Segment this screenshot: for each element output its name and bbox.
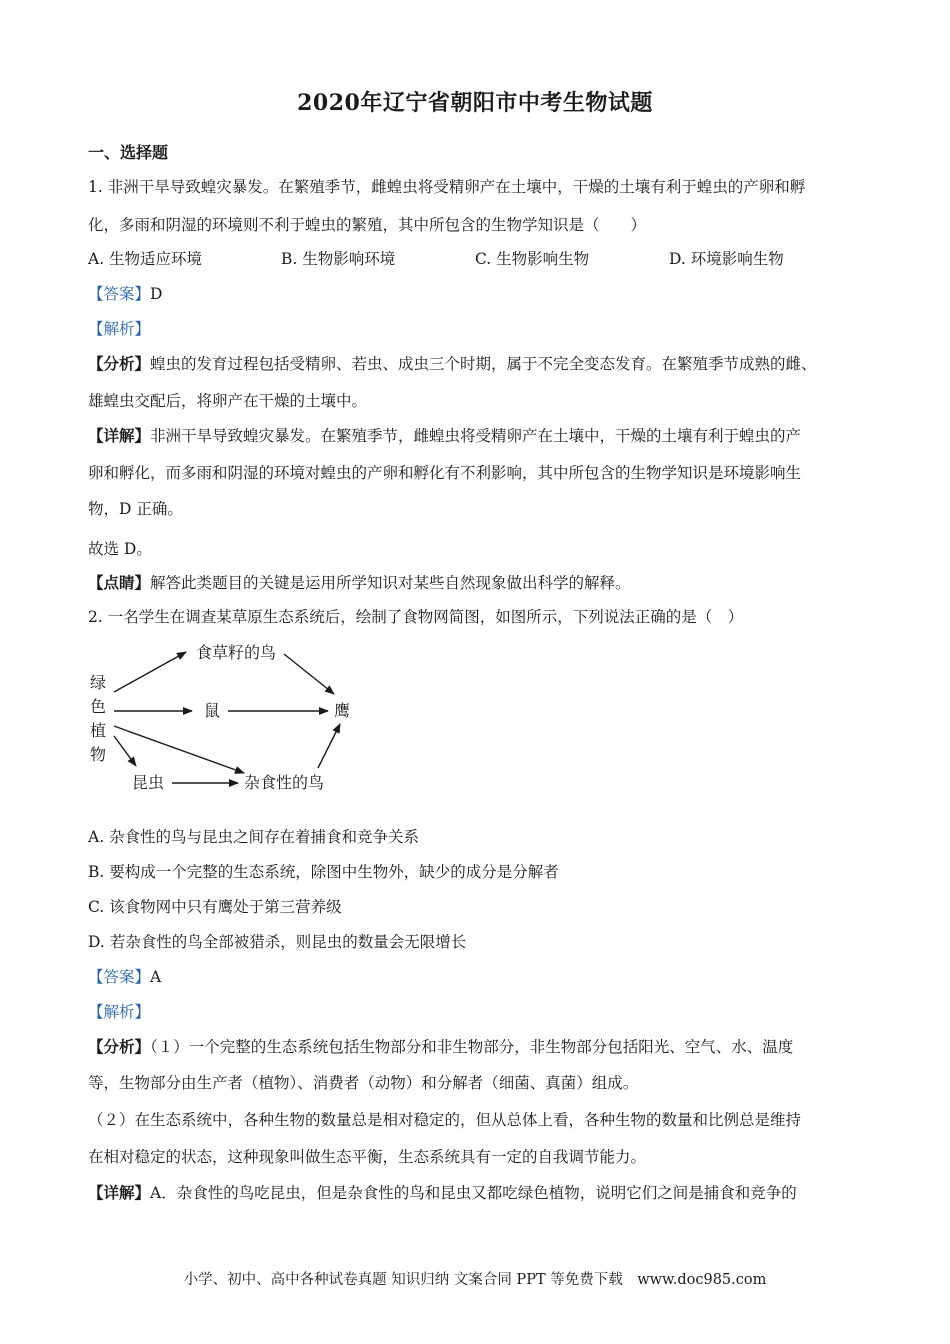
q1-analysis-tag: 【解析】 — [88, 320, 151, 338]
dianjing-text: 解答此类题目的关键是运用所学知识对某些自然现象做出科学的解释。 — [150, 574, 631, 592]
arrow-omnivore-to-hawk — [318, 724, 340, 768]
xiangjie-text: 非洲干旱导致蝗灾暴发。在繁殖季节，雌蝗虫将受精卵产在土壤中，干燥的土壤有利于蝗虫的产 — [150, 427, 802, 445]
q1-xiangjie-line1 — [88, 425, 888, 447]
producer-char-2: 色 — [90, 697, 107, 716]
q2-option-c: C. 该食物网中只有鹰处于第三营养级 — [88, 898, 342, 916]
q1-fenxi-line1 — [88, 353, 888, 375]
food-web-diagram — [88, 636, 378, 806]
q1-choose: 故选 D。 — [88, 540, 152, 558]
q2-fenxi-line2: 等，生物部分由生产者（植物）、消费者（动物）和分解者（细菌、真菌）组成。 — [88, 1074, 639, 1092]
hawk-label: 鹰 — [334, 701, 351, 720]
q2-option-b: B. 要构成一个完整的生态系统，除图中生物外，缺少的成分是分解者 — [88, 863, 559, 881]
q1-answer — [88, 283, 888, 305]
insect-label: 昆虫 — [132, 773, 165, 792]
fenxi-text: （１）一个完整的生态系统包括生物部分和非生物部分，非生物部分包括阳光、空气、水、温度 — [150, 1038, 794, 1056]
q2-option-a: A. 杂食性的鸟与昆虫之间存在着捕食和竞争关系 — [88, 828, 420, 846]
section-heading: 一、选择题 — [88, 143, 169, 162]
arrow-seedbird-to-hawk — [284, 654, 334, 694]
fenxi-text: 蝗虫的发育过程包括受精卵、若虫、成虫三个时期，属于不完全变态发育。在繁殖季节成熟的雌、 — [150, 355, 817, 373]
q2-option-d: D. 若杂食性的鸟全部被猎杀，则昆虫的数量会无限增长 — [88, 933, 467, 951]
xiangjie-text: A．杂食性的鸟吃昆虫，但是杂食性的鸟和昆虫又都吃绿色植物，说明它们之间是捕食和竞争的 — [150, 1184, 797, 1202]
q2-fenxi-line3: （２）在生态系统中，各种生物的数量总是相对稳定的，但从总体上看，各种生物的数量和比例总是维持 — [88, 1111, 802, 1129]
q1-option-b: B. 生物影响环境 — [281, 250, 396, 268]
xiangjie-tag: 【详解】 — [88, 426, 151, 445]
fenxi-tag: 【分析】 — [88, 354, 151, 373]
xiangjie-tag: 【详解】 — [88, 1183, 151, 1202]
answer-value: D — [150, 285, 163, 303]
q1-fenxi-line2: 雄蝗虫交配后，将卵产在干燥的土壤中。 — [88, 392, 368, 410]
q2-analysis-tag: 【解析】 — [88, 1003, 151, 1021]
dianjing-tag: 【点睛】 — [88, 573, 151, 592]
q1-xiangjie-line3: 物，D 正确。 — [88, 500, 183, 518]
producer-char-1: 绿 — [90, 673, 107, 692]
page-title: 2020年辽宁省朝阳市中考生物试题 — [297, 90, 653, 116]
q2-fenxi-line4: 在相对稳定的状态，这种现象叫做生态平衡，生态系统具有一定的自我调节能力。 — [88, 1148, 647, 1166]
answer-value: A — [150, 968, 162, 986]
q1-dianjing — [88, 572, 888, 594]
q1-stem-line2: 化，多雨和阴湿的环境则不利于蝗虫的繁殖，其中所包含的生物学知识是（ ） — [88, 216, 647, 234]
q1-xiangjie-line2: 卵和孵化，而多雨和阴湿的环境对蝗虫的产卵和孵化有不利影响，其中所包含的生物学知识是环境影响生 — [88, 464, 802, 482]
q2-fenxi-line1 — [88, 1036, 888, 1058]
q2-stem: 2. 一名学生在调查某草原生态系统后，绘制了食物网简图，如图所示，下列说法正确的是（ ） — [88, 608, 744, 626]
q2-xiangjie-line1 — [88, 1182, 888, 1204]
omnivore-bird-label: 杂食性的鸟 — [244, 773, 325, 792]
producer-char-4: 物 — [90, 745, 107, 764]
q1-stem-line1: 1. 非洲干旱导致蝗灾暴发。在繁殖季节，雌蝗虫将受精卵产在土壤中，干燥的土壤有利于蝗虫的产卵和孵 — [88, 178, 806, 196]
seed-bird-label: 食草籽的鸟 — [196, 643, 277, 662]
fenxi-tag: 【分析】 — [88, 1037, 151, 1056]
q1-option-a: A. 生物适应环境 — [88, 250, 203, 268]
page-footer: 小学、初中、高中各种试卷真题 知识归纳 文案合同 PPT 等免费下载 www.doc985.com — [183, 1272, 767, 1288]
producer-char-3: 植 — [90, 721, 107, 740]
q1-option-d: D. 环境影响生物 — [669, 250, 784, 268]
q2-answer — [88, 966, 888, 988]
arrow-plant-to-insect — [114, 736, 136, 766]
arrow-plant-to-omnivore — [114, 726, 244, 773]
arrow-plant-to-seedbird — [114, 652, 186, 692]
q1-option-c: C. 生物影响生物 — [475, 250, 590, 268]
answer-tag: 【答案】 — [88, 968, 151, 986]
mouse-label: 鼠 — [204, 701, 221, 720]
answer-tag: 【答案】 — [88, 285, 151, 303]
